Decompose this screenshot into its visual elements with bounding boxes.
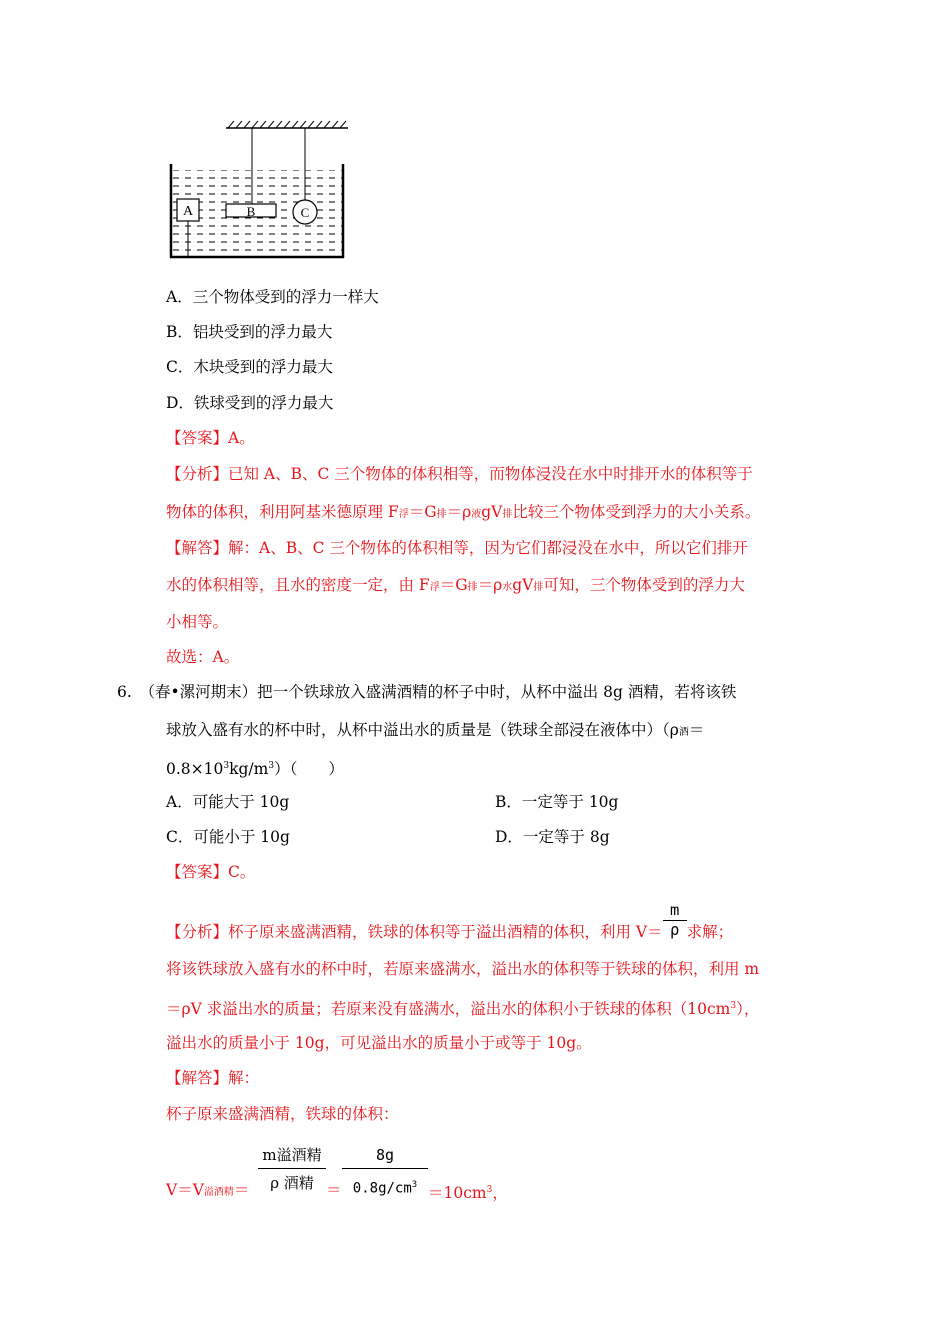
superscript: 3	[730, 1001, 737, 1011]
fraction-denominator: ρ	[669, 921, 680, 939]
q6-option-c: C．可能小于 10g	[166, 828, 290, 846]
superscript: 3	[411, 1180, 418, 1190]
q6-analysis-text: ＝ρV 求溢出水的质量；若原来没有盛满水，溢出水的体积小于铁球的体积（10cm	[166, 1000, 731, 1019]
q6-analysis-text: 求解；	[686, 923, 734, 941]
equation-text: ＝10cm	[428, 1184, 487, 1203]
subscript: 酒	[678, 727, 689, 738]
equation-result	[428, 1180, 508, 1203]
fraction-bar	[342, 1168, 428, 1169]
q5-analysis-text: ＝ρ	[446, 503, 472, 521]
superscript: 3	[223, 761, 230, 771]
q6-stem-line1: 6. （春•漯河期末）把一个铁球放入盛满酒精的杯子中时，从杯中溢出 8g 酒精，若将该铁	[117, 683, 737, 701]
object-c	[293, 200, 317, 224]
denominator-text: 0.8g/cm	[352, 1180, 412, 1197]
q6-stem-line2	[166, 720, 704, 743]
q5-answer: 【答案】A。	[166, 429, 255, 447]
q5-option-c: C．木块受到的浮力最大	[166, 358, 333, 376]
q5-analysis-text: gV	[481, 503, 503, 521]
svg-text:B: B	[246, 204, 256, 219]
fraction-bar	[258, 1168, 326, 1169]
q6-analysis-text: 【分析】杯子原来盛满酒精，铁球的体积等于溢出酒精的体积，利用 V＝	[166, 923, 663, 941]
fraction-numerator: 8g	[375, 1146, 395, 1164]
q5-choice: 故选：A。	[166, 648, 240, 666]
q5-analysis-line2	[166, 502, 760, 525]
q5-analysis-text: ＝G	[408, 503, 437, 521]
q6-analysis-line2: 将该铁球放入盛有水的杯中时，若原来盛满水，溢出水的体积等于铁球的体积，利用 m	[166, 960, 760, 978]
q6-option-a: A．可能大于 10g	[166, 793, 290, 811]
q5-solution-text: 可知，三个物体受到的浮力大	[543, 576, 745, 594]
subscript: 排	[533, 582, 544, 593]
fraction-denominator	[342, 1176, 428, 1198]
object-a	[177, 199, 199, 221]
q5-analysis-text: 物体的体积，利用阿基米德原理 F	[166, 503, 399, 521]
equation-lhs	[166, 1180, 249, 1203]
q5-option-a: A．三个物体受到的浮力一样大	[166, 288, 379, 306]
ceiling	[226, 121, 348, 128]
svg-text:C: C	[300, 205, 310, 220]
superscript: 3	[268, 761, 275, 771]
q5-solution-text: ＝G	[439, 576, 468, 594]
q5-option-d: D．铁球受到的浮力最大	[166, 394, 334, 412]
q6-stem-text: 球放入盛有水的杯中时，从杯中溢出水的质量是（铁球全部浸在液体中）（ρ	[166, 721, 679, 739]
q6-solution-line1: 杯子原来盛满酒精，铁球的体积：	[166, 1105, 399, 1123]
equation-text: ＝	[233, 1181, 250, 1199]
fraction-m-over-rho	[663, 901, 687, 942]
buoyancy-figure	[160, 118, 360, 264]
q6-solution-head: 【解答】解：	[166, 1069, 260, 1087]
q6-option-b: B．一定等于 10g	[495, 793, 619, 811]
equation-text: V＝V	[166, 1181, 204, 1199]
subscript: 水	[502, 582, 513, 593]
q6-stem-text: 0.8×10	[166, 760, 224, 779]
subscript: 液	[471, 509, 482, 520]
q6-stem-line3	[166, 756, 344, 779]
q5-solution-text: gV	[512, 576, 534, 594]
q5-analysis-line1: 【分析】已知 A、B、C 三个物体的体积相等，而物体浸没在水中时排开水的体积等于	[166, 465, 753, 483]
q6-stem-text: ）（ ）	[274, 760, 344, 779]
subscript: 排	[467, 582, 478, 593]
subscript: 溢酒精	[203, 1187, 234, 1198]
q5-solution-line2	[166, 575, 745, 598]
fraction-denominator: ρ 酒精	[270, 1174, 314, 1192]
q5-solution-text: ＝ρ	[477, 576, 503, 594]
equation-text: ，	[492, 1184, 508, 1203]
superscript: 3	[486, 1185, 493, 1195]
subscript: 浮	[429, 582, 440, 593]
q5-solution-line1: 【解答】解：A、B、C 三个物体的体积相等，因为它们都浸没在水中，所以它们排开	[166, 539, 748, 557]
svg-text:A: A	[182, 204, 194, 219]
q6-answer: 【答案】C。	[166, 863, 256, 881]
fraction-value	[342, 1144, 428, 1200]
q6-equation	[166, 1140, 726, 1203]
q6-stem-text: ＝	[688, 721, 705, 739]
q6-analysis-line4: 溢出水的质量小于 10g，可见溢出水的质量小于或等于 10g。	[166, 1034, 592, 1052]
q6-analysis-line1	[166, 901, 734, 942]
subscript: 排	[502, 509, 513, 520]
q5-analysis-text: 比较三个物体受到浮力的大小关系。	[512, 503, 761, 521]
fraction-numerator: m	[669, 901, 680, 919]
q6-analysis-text: ），	[736, 1000, 760, 1019]
fraction-numerator: m溢酒精	[262, 1146, 322, 1164]
fraction-mass-over-density	[258, 1144, 326, 1200]
subscript: 排	[436, 509, 447, 520]
q5-solution-text: 水的体积相等，且水的密度一定，由 F	[166, 576, 430, 594]
q6-option-d: D．一定等于 8g	[495, 828, 610, 846]
q6-stem-text: kg/m	[229, 760, 269, 779]
q5-option-b: B．铝块受到的浮力最大	[166, 323, 333, 341]
equation-equals: ＝	[326, 1181, 342, 1199]
subscript: 浮	[398, 509, 409, 520]
q6-analysis-line3	[166, 996, 759, 1019]
q5-solution-line3: 小相等。	[166, 613, 229, 631]
object-b	[226, 204, 276, 219]
